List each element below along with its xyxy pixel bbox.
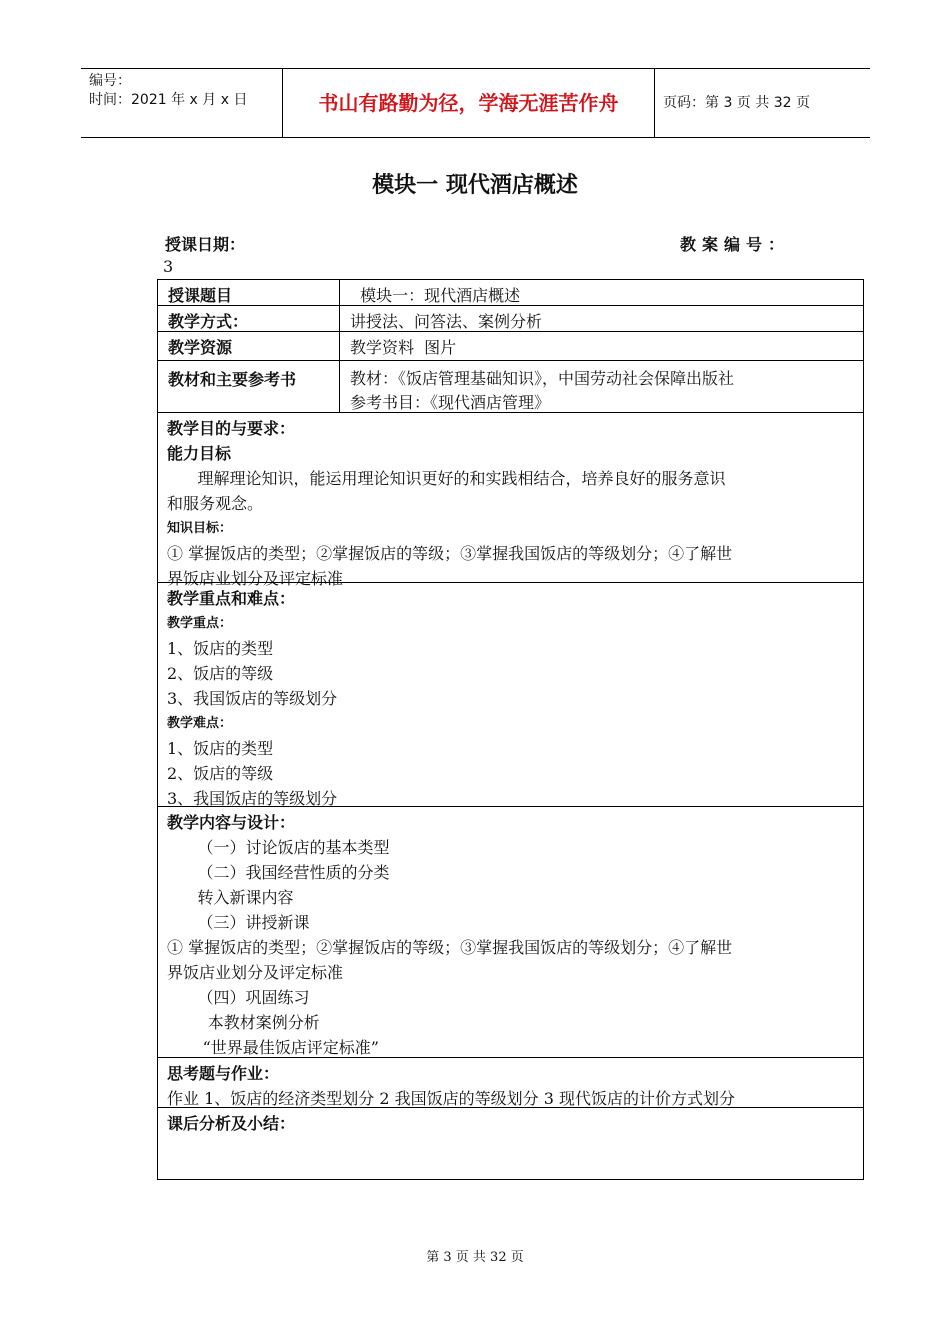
textbook-row	[158, 360, 863, 412]
content-line: 界饭店业划分及评定标准	[167, 963, 344, 982]
lesson-plan-number-value: 3	[163, 257, 174, 276]
keypoints-heading: 教学重点和难点：	[167, 589, 296, 608]
content-line: 转入新课内容	[167, 888, 294, 907]
content-line: （一）讨论饭店的基本类型	[167, 838, 390, 857]
objectives-section	[158, 412, 863, 588]
textbook-label: 教材和主要参考书	[158, 361, 340, 412]
method-row	[158, 305, 863, 331]
lesson-plan-number-label: 教案编号：	[680, 235, 791, 254]
content-line: ① 掌握饭店的类型；②掌握饭店的等级；③掌握我国饭店的等级划分；④了解世	[167, 938, 733, 957]
keypoints-section	[158, 582, 863, 806]
list-item: 3、我国饭店的等级划分	[167, 789, 338, 808]
knowledge-text-line: 界饭店业划分及评定标准	[167, 569, 344, 588]
homework-section	[158, 1057, 863, 1107]
key-points-heading: 教学重点：	[167, 616, 233, 631]
homework-heading: 思考题与作业：	[167, 1064, 280, 1083]
ability-heading: 能力目标	[167, 444, 232, 463]
topic-value: 模块一：现代酒店概述	[350, 286, 521, 305]
textbook-value	[340, 361, 863, 412]
resource-value: 教学资料 图片	[350, 338, 457, 357]
content-line: （四）巩固练习	[167, 988, 310, 1007]
motto-text: 书山有路勤为径，学海无涯苦作舟	[282, 69, 655, 137]
homework-text: 作业 1、饭店的经济类型划分 2 我国饭店的等级划分 3 现代饭店的计价方式划分	[167, 1089, 735, 1108]
document-time-label: 时间：2021 年 x 月 x 日	[89, 92, 248, 108]
summary-heading: 课后分析及小结：	[167, 1114, 296, 1133]
topic-label: 授课题目	[158, 280, 340, 305]
list-item: 1、饭店的类型	[167, 739, 274, 758]
difficult-points-heading: 教学难点：	[167, 716, 233, 731]
content-section	[158, 806, 863, 1057]
teaching-date-label: 授课日期：	[165, 235, 246, 254]
objectives-heading: 教学目的与要求：	[167, 419, 296, 438]
content-line: “世界最佳饭店评定标准”	[167, 1038, 379, 1057]
header-info-cell	[81, 69, 282, 137]
list-item: 1、饭店的类型	[167, 639, 274, 658]
knowledge-heading: 知识目标：	[167, 521, 233, 536]
ability-text-line: 理解理论知识，能运用理论知识更好的和实践相结合，培养良好的服务意识	[167, 469, 726, 488]
resource-row	[158, 331, 863, 360]
document-number-label: 编号：	[89, 73, 131, 89]
textbook-line: 教材：《饭店管理基础知识》，中国劳动社会保障出版社	[350, 369, 735, 388]
ability-text-line: 和服务观念。	[167, 494, 264, 513]
resource-label: 教学资源	[158, 332, 340, 360]
list-item: 2、饭店的等级	[167, 764, 274, 783]
topic-row	[158, 280, 863, 305]
content-heading: 教学内容与设计：	[167, 813, 296, 832]
reference-book-line: 参考书目：《现代酒店管理》	[350, 393, 551, 412]
content-line: （三）讲授新课	[167, 913, 310, 932]
page-title: 模块一 现代酒店概述	[372, 173, 578, 198]
content-line: 本教材案例分析	[167, 1013, 320, 1032]
summary-section	[158, 1107, 863, 1179]
method-label: 教学方式：	[158, 306, 340, 331]
page-footer: 第 3 页 共 32 页	[426, 1250, 524, 1265]
knowledge-text-line: ① 掌握饭店的类型；②掌握饭店的等级；③掌握我国饭店的等级划分；④了解世	[167, 544, 733, 563]
lesson-plan-table	[157, 279, 864, 1180]
content-line: （二）我国经营性质的分类	[167, 863, 390, 882]
list-item: 2、饭店的等级	[167, 664, 274, 683]
page-header	[81, 68, 870, 138]
list-item: 3、我国饭店的等级划分	[167, 689, 338, 708]
page-indicator: 页码：第 3 页 共 32 页	[663, 95, 810, 111]
method-value: 讲授法、问答法、案例分析	[350, 312, 543, 331]
